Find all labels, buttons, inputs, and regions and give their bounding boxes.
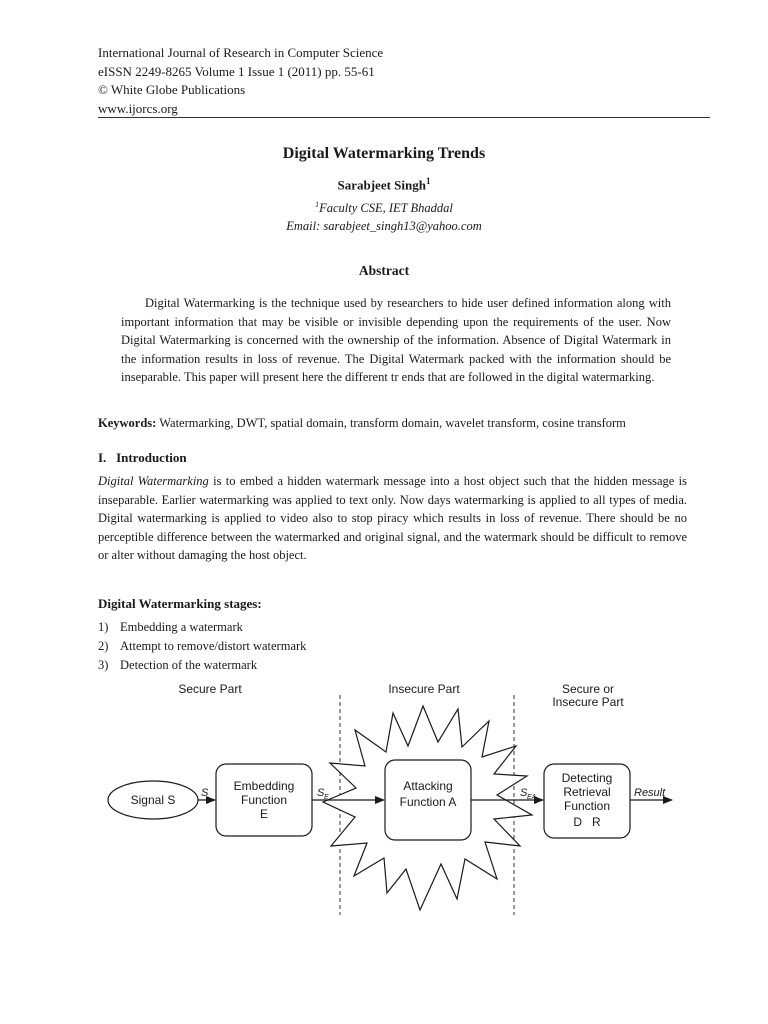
list-item-text: Attempt to remove/distort watermark <box>120 638 307 653</box>
website-link[interactable]: www.ijorcs.org <box>98 101 178 116</box>
journal-name: International Journal of Research in Computer Science <box>98 45 384 60</box>
secure-part-label: Secure Part <box>178 682 242 696</box>
attacking-line2: Function A <box>399 795 457 809</box>
list-item-number: 2) <box>98 638 109 653</box>
result-label: Result <box>634 787 666 799</box>
abstract-text: Digital Watermarking is the technique used by researchers to hide user defined information along with important information that may be visible or invisible depending upon the requirements of the user. Now Digital Watermarking is concerned with the ownership of the information. Absence of Digital Watermark in the information results in loss of revenue. The Digital Watermark packed with the information should be inseparable. This paper will present here the different tr ends that are followed in the digital watermarking. <box>121 296 671 385</box>
paper-title: Digital Watermarking Trends <box>282 145 486 162</box>
signal-label: Signal S <box>130 793 176 807</box>
affiliation-text: Faculty CSE, IET Bhaddal <box>319 201 453 216</box>
list-item-number: 3) <box>98 657 109 672</box>
s-label: S <box>201 787 209 799</box>
detecting-line4: D R <box>573 815 601 829</box>
stages-heading: Digital Watermarking stages: <box>98 596 262 611</box>
list-item-text: Detection of the watermark <box>120 657 258 672</box>
se-label-main: S <box>317 787 325 799</box>
se-label-sub: E <box>324 794 329 801</box>
se-label <box>317 787 329 801</box>
abstract-heading: Abstract <box>358 263 410 278</box>
keywords-label: Keywords: <box>98 416 157 430</box>
intro-text: is to embed a hidden watermark message into a host object such that the hidden message is inseparable. Earlier watermarking was applied to text only. Now days watermarking is applied to all types of media. Digital watermarking is applied to video also to stop piracy which results in loss of revenue. There should be no perceptible difference between the watermarked and original signal, and the watermark should be difficult to remove or alter without damaging the host object. <box>98 474 688 563</box>
detecting-line3: Function <box>563 799 611 813</box>
sea-label-main: S <box>520 787 528 799</box>
embedding-line1: Embedding <box>233 779 295 793</box>
secure-or-label-line2: Insecure Part <box>552 695 624 709</box>
detecting-line1: Detecting <box>561 771 613 785</box>
section-title: Introduction <box>116 450 187 465</box>
affiliation-superscript: 1 <box>315 200 320 209</box>
sea-label <box>520 787 537 801</box>
secure-or-label-line1: Secure or <box>561 682 615 696</box>
keywords-text: Watermarking, DWT, spatial domain, transform domain, wavelet transform, cosine transform <box>156 416 626 430</box>
detecting-line2: Retrieval <box>563 785 611 799</box>
issn-line: eISSN 2249-8265 Volume 1 Issue 1 (2011) pp. 55-61 <box>98 64 375 79</box>
insecure-part-label: Insecure Part <box>388 682 460 696</box>
author-name-text: Sarabjeet Singh <box>337 177 426 193</box>
copyright-line: © White Globe Publications <box>98 82 246 97</box>
sea-label-sub: EA <box>527 794 537 801</box>
list-item-text: Embedding a watermark <box>120 620 243 634</box>
embedding-line2: Function <box>240 793 288 807</box>
section-number: I. <box>98 450 107 465</box>
embedding-line3: E <box>259 807 269 821</box>
attacking-line1: Attacking <box>403 779 453 793</box>
author-email: Email: sarabjeet_singh13@yahoo.com <box>286 219 482 233</box>
author-superscript: 1 <box>425 176 431 186</box>
intro-lead-italic: Digital Watermarking <box>98 474 209 488</box>
list-item-number: 1) <box>98 620 109 634</box>
